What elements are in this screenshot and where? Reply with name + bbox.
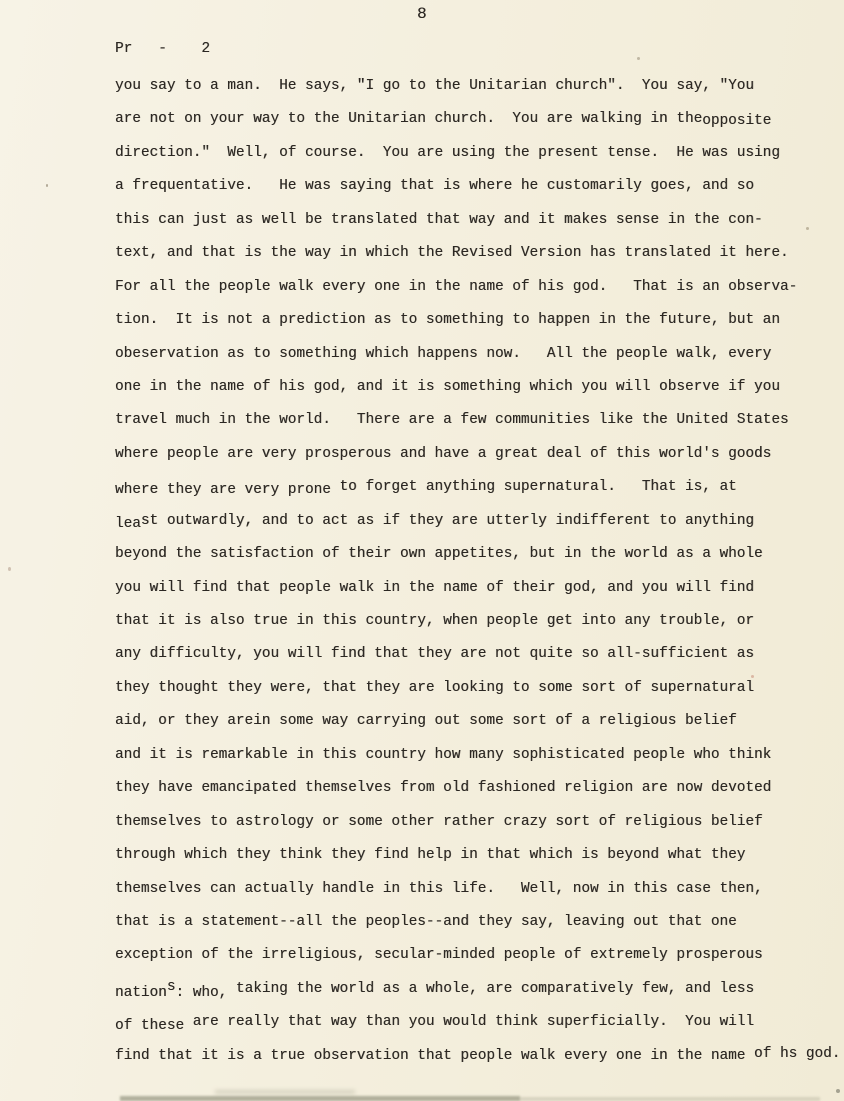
typed-segment: : — [175, 984, 185, 1001]
typed-segment: aid, or they arein some way carrying out some sort of a religious belief — [115, 713, 737, 730]
typed-line — [115, 438, 844, 471]
typed-segment: any difficulty, you will find that they are not quite so all-sufficient as — [115, 646, 755, 663]
typed-line — [115, 70, 844, 103]
typed-segment: of these — [115, 1018, 185, 1035]
typed-line — [115, 204, 844, 237]
scan-smudge — [215, 1090, 355, 1094]
typed-line — [115, 973, 844, 1006]
page-number: 8 — [416, 5, 428, 23]
typed-segment: who, — [184, 984, 228, 1001]
typed-segment: and it is remarkable in this country how many sophisticated people who think — [115, 746, 772, 763]
typed-segment: beyond the satisfaction of their own appetites, but in the world as a whole — [115, 546, 763, 563]
typed-line — [115, 471, 844, 504]
typed-line — [115, 939, 844, 972]
typed-line — [115, 505, 844, 538]
typed-segment: taking the world as a whole, are comparatively few, and less — [227, 980, 755, 997]
typed-segment: that is a statement--all the peoples--and they say, leaving out that one — [115, 913, 737, 930]
typed-segment: themselves to astrology or some other rather crazy sort of religious belief — [115, 813, 763, 830]
typed-segment: they have emancipated themselves from old fashioned religion are now devoted — [115, 780, 772, 797]
typed-segment: st outwardly, and to act as if they are utterly indifferent to anything — [140, 512, 755, 529]
typed-line — [115, 271, 844, 304]
typed-segment: of hs god. — [745, 1045, 841, 1062]
typed-line — [115, 103, 844, 136]
typed-line — [115, 304, 844, 337]
typed-line — [115, 705, 844, 738]
typed-line — [115, 906, 844, 939]
paper-speck — [8, 567, 11, 571]
typed-segment: For all the people walk every one in the name of his god. That is an observa- — [115, 278, 798, 295]
typed-line — [115, 137, 844, 170]
typed-segment: they thought they were, that they are looking to some sort of supernatural — [115, 679, 755, 696]
typed-line — [115, 538, 844, 571]
typed-segment: you will find that people walk in the name of their god, and you will find — [115, 579, 755, 596]
typed-line — [115, 338, 844, 371]
typed-segment: are really that way than you would think superficially. You will — [184, 1014, 755, 1031]
typed-line — [115, 404, 844, 437]
scan-shadow-strip — [520, 1097, 820, 1101]
typed-segment: exception of the irreligious, secular-minded people of extremely prosperous — [115, 947, 763, 964]
typed-segment: nation — [115, 984, 167, 1001]
typed-segment: travel much in the world. There are a few communities like the United States — [115, 412, 789, 429]
typed-segment: through which they think they find help in that which is beyond what they — [115, 847, 746, 864]
typed-segment: direction." Well, of course. You are using the present tense. He was using — [115, 144, 780, 161]
typed-line — [115, 1040, 844, 1073]
typed-line — [115, 572, 844, 605]
typed-segment: text, and that is the way in which the Revised Version has translated it here. — [115, 245, 789, 262]
typed-segment: where people are very prosperous and have a great deal of this world's goods — [115, 445, 772, 462]
page-header: Pr - 2 — [115, 41, 210, 57]
typed-segment: to forget anything supernatural. That is, at — [330, 479, 737, 496]
typed-segment: this can just as well be translated that way and it makes sense in the con- — [115, 211, 763, 228]
paper-speck — [836, 1089, 840, 1093]
typed-segment: one in the name of his god, and it is something which you will observe if you — [115, 378, 780, 395]
typed-segment: you say to a man. He says, "I go to the Unitarian church". You say, "You — [115, 78, 755, 94]
typed-line — [115, 839, 844, 872]
typed-line — [115, 873, 844, 906]
typed-line — [115, 672, 844, 705]
typed-segment: s — [166, 978, 176, 995]
typed-segment: opposite — [702, 113, 772, 130]
typed-line — [115, 605, 844, 638]
typed-line — [115, 806, 844, 839]
typed-segment: a frequentative. He was saying that is where he customarily goes, and so — [115, 178, 755, 195]
typed-lines — [115, 70, 844, 1073]
typed-segment: find that it is a true observation that people walk every one in the name — [115, 1047, 746, 1064]
paper-speck — [46, 184, 48, 187]
paper-speck — [637, 57, 640, 60]
typed-line — [115, 638, 844, 671]
typed-line — [115, 371, 844, 404]
typed-line — [115, 772, 844, 805]
typed-segment: that it is also true in this country, when people get into any trouble, or — [115, 613, 755, 629]
typed-segment: where they are very prone — [115, 482, 331, 499]
typed-line — [115, 237, 844, 270]
typed-segment: are not on your way to the Unitarian church. You are walking in the — [115, 111, 703, 128]
typed-line — [115, 1006, 844, 1039]
typed-segment: obeservation as to something which happens now. All the people walk, every — [115, 345, 772, 362]
typed-segment: themselves can actually handle in this life. Well, now in this case then, — [115, 880, 763, 897]
typed-segment: tion. It is not a prediction as to something to happen in the future, but an — [115, 312, 780, 329]
typed-line — [115, 739, 844, 772]
scan-shadow-strip — [120, 1096, 520, 1101]
typed-segment: lea — [115, 515, 141, 532]
typed-line — [115, 170, 844, 203]
